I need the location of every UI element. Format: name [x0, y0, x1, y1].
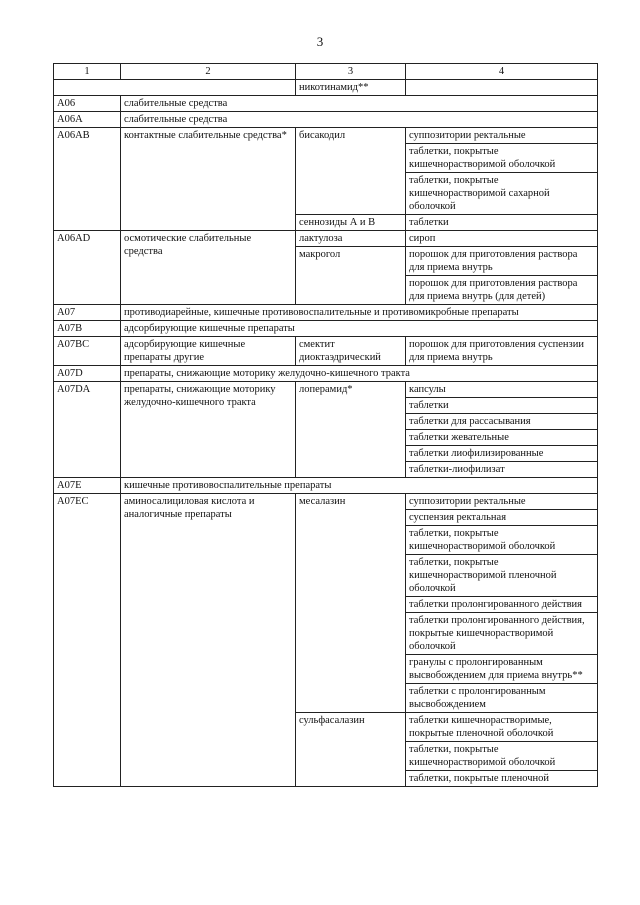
drug-table	[53, 63, 598, 787]
table-row	[54, 382, 598, 398]
cell-drug-name: месалазин	[296, 494, 406, 713]
column-header: 1	[54, 64, 121, 80]
table-row	[54, 494, 598, 510]
cell-drug-name: бисакодил	[296, 128, 406, 215]
table-row	[54, 305, 598, 321]
cell-drug-name: никотинамид**	[296, 80, 406, 96]
table-row	[54, 96, 598, 112]
cell-atc-code: A07B	[54, 321, 121, 337]
cell-dosage-form: порошок для приготовления раствора для приема внутрь	[406, 247, 598, 276]
column-header: 3	[296, 64, 406, 80]
cell-dosage-form: таблетки, покрытые пленочной	[406, 771, 598, 787]
cell-dosage-form: таблетки, покрытые кишечнорастворимой сахарной оболочкой	[406, 173, 598, 215]
cell-drug-name: лактулоза	[296, 231, 406, 247]
cell-dosage-form: таблетки, покрытые кишечнорастворимой оболочкой	[406, 144, 598, 173]
cell-dosage-form: таблетки	[406, 398, 598, 414]
cell-dosage-form: порошок для приготовления раствора для приема внутрь (для детей)	[406, 276, 598, 305]
cell-group-name: слабительные средства	[121, 112, 598, 128]
cell-drug-name: сеннозиды А и В	[296, 215, 406, 231]
cell-dosage-form: капсулы	[406, 382, 598, 398]
cell-dosage-form: таблетки	[406, 215, 598, 231]
cell-dosage-form: таблетки пролонгированного действия	[406, 597, 598, 613]
cell-dosage-form: таблетки, покрытые кишечнорастворимой оболочкой	[406, 526, 598, 555]
column-header: 4	[406, 64, 598, 80]
cell-dosage-form: таблетки-лиофилизат	[406, 462, 598, 478]
cell-drug-name: макрогол	[296, 247, 406, 305]
cell-drug-name: сульфасалазин	[296, 713, 406, 787]
cell-dosage-form: таблетки, покрытые кишечнорастворимой пленочной оболочкой	[406, 555, 598, 597]
cell-atc-code: A07D	[54, 366, 121, 382]
cell-dosage-form: гранулы с пролонгированным высвобождением для приема внутрь**	[406, 655, 598, 684]
cell-dosage-form: таблетки кишечнорастворимые, покрытые пленочной оболочкой	[406, 713, 598, 742]
cell-atc-code: A07	[54, 305, 121, 321]
cell-atc-code: A07E	[54, 478, 121, 494]
table-row	[54, 112, 598, 128]
cell-empty	[54, 80, 296, 96]
table-row	[54, 128, 598, 144]
cell-group-name: аминосалициловая кислота и аналогичные препараты	[121, 494, 296, 787]
cell-group-name: слабительные средства	[121, 96, 598, 112]
cell-atc-code: A07EC	[54, 494, 121, 787]
table-row	[54, 321, 598, 337]
cell-empty	[406, 80, 598, 96]
table-row	[54, 337, 598, 366]
table-row	[54, 231, 598, 247]
cell-dosage-form: сироп	[406, 231, 598, 247]
cell-drug-name: лоперамид*	[296, 382, 406, 478]
cell-dosage-form: таблетки, покрытые кишечнорастворимой оболочкой	[406, 742, 598, 771]
table-row	[54, 366, 598, 382]
cell-group-name: осмотические слабительные средства	[121, 231, 296, 305]
cell-dosage-form: таблетки лиофилизированные	[406, 446, 598, 462]
cell-group-name: препараты, снижающие моторику желудочно-кишечного тракта	[121, 382, 296, 478]
cell-atc-code: A06AB	[54, 128, 121, 231]
table-header-row	[54, 64, 598, 80]
cell-dosage-form: таблетки пролонгированного действия, покрытые кишечнорастворимой оболочкой	[406, 613, 598, 655]
page-number: 3	[316, 34, 324, 49]
cell-dosage-form: таблетки жевательные	[406, 430, 598, 446]
cell-atc-code: A06AD	[54, 231, 121, 305]
column-header: 2	[121, 64, 296, 80]
cell-dosage-form: порошок для приготовления суспензии для приема внутрь	[406, 337, 598, 366]
cell-drug-name: смектит диоктаэдрический	[296, 337, 406, 366]
cell-group-name: адсорбирующие кишечные препараты другие	[121, 337, 296, 366]
table-row	[54, 478, 598, 494]
table-row	[54, 80, 598, 96]
cell-dosage-form: таблетки с пролонгированным высвобождением	[406, 684, 598, 713]
cell-group-name: препараты, снижающие моторику желудочно-кишечного тракта	[121, 366, 598, 382]
cell-dosage-form: таблетки для рассасывания	[406, 414, 598, 430]
cell-group-name: адсорбирующие кишечные препараты	[121, 321, 598, 337]
cell-atc-code: A06A	[54, 112, 121, 128]
cell-group-name: контактные слабительные средства*	[121, 128, 296, 231]
cell-group-name: кишечные противовоспалительные препараты	[121, 478, 598, 494]
cell-atc-code: A07DA	[54, 382, 121, 478]
cell-atc-code: A07BC	[54, 337, 121, 366]
cell-dosage-form: суппозитории ректальные	[406, 494, 598, 510]
cell-group-name: противодиарейные, кишечные противовоспалительные и противомикробные препараты	[121, 305, 598, 321]
cell-dosage-form: суспензия ректальная	[406, 510, 598, 526]
cell-atc-code: A06	[54, 96, 121, 112]
cell-dosage-form: суппозитории ректальные	[406, 128, 598, 144]
